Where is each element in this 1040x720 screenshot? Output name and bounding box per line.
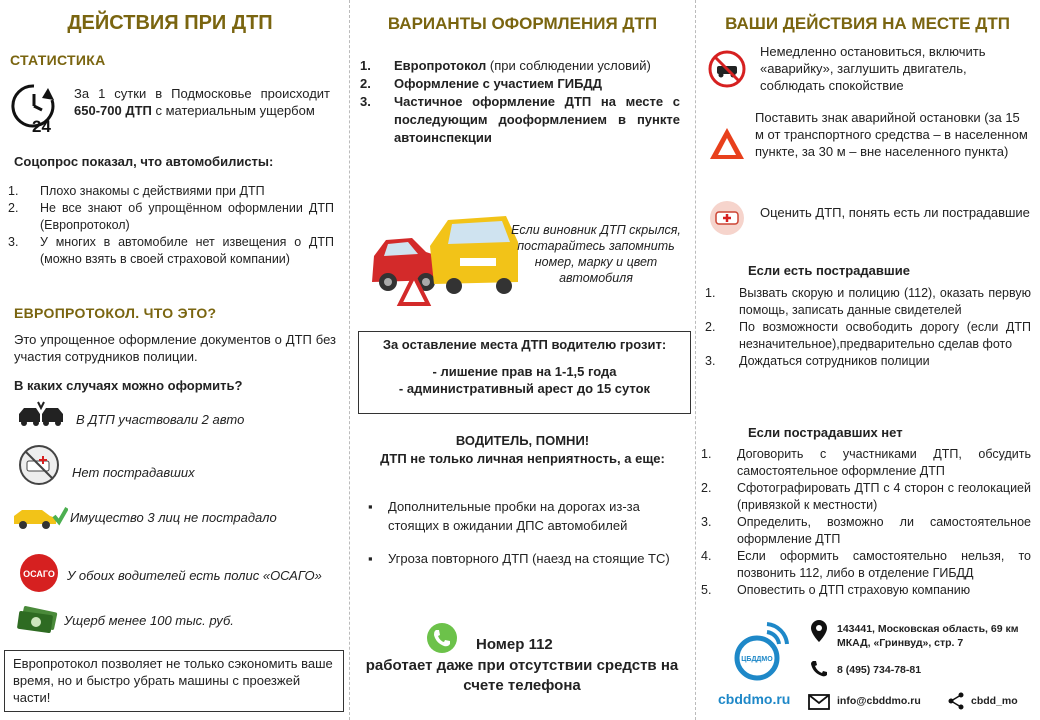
stats-heading: СТАТИСТИКА xyxy=(10,52,106,68)
injured-list xyxy=(705,285,1031,370)
penalty-box xyxy=(358,331,691,414)
penalty-item: - административный арест до 15 суток xyxy=(398,381,651,396)
remember-subtitle: ДТП не только личная неприятность, а еще: xyxy=(380,451,665,466)
social-link[interactable]: cbdd_mo xyxy=(971,695,1018,707)
on-site-title: ВАШИ ДЕЙСТВИЯ НА МЕСТЕ ДТП xyxy=(725,14,1010,33)
survey-heading: Соцопрос показал, что автомобилисты: xyxy=(14,154,274,169)
case-text: У обоих водителей есть полис «ОСАГО» xyxy=(67,568,322,583)
options-title: ВАРИАНТЫ ОФОРМЛЕНИЯ ДТП xyxy=(387,14,658,33)
list-item: ▪ Дополнительные пробки на дорогах из-за стоящих в ожидании ДПС автомобилей xyxy=(368,499,640,533)
list-item: 1. Вызвать скорую и полицию (112), оказать первую помощь, записать данные свидетелей xyxy=(705,286,1031,317)
mail-icon xyxy=(808,694,830,710)
list-item: 2. Не все знают об упрощённом оформлении ДТП (Европротокол) xyxy=(8,201,334,232)
case-text: Нет пострадавших xyxy=(72,465,195,480)
survey-list xyxy=(8,183,334,268)
list-item: 1. Договорить с участниками ДТП, обсудить самостоятельное оформление ДТП xyxy=(701,447,1031,478)
column-actions xyxy=(0,0,350,720)
emergency-number: Номер 112 xyxy=(476,636,553,653)
case-text: Ущерб менее 100 тыс. руб. xyxy=(64,613,234,628)
no-injured-heading: Если пострадавших нет xyxy=(748,425,903,440)
remember-title: ВОДИТЕЛЬ, ПОМНИ! xyxy=(455,433,590,448)
osago-badge-icon xyxy=(19,553,59,593)
stats-text xyxy=(74,85,330,119)
step-text: Поставить знак аварийной остановки (за 15 м от транспортного средства – в населенном пункте, за 30 м – вне населенного пункта) xyxy=(755,110,1028,159)
address-text: 143441, Московская область, 69 км МКАД, «Гринвуд», стр. 7 xyxy=(837,623,1019,649)
list-item: 3. У многих в автомобиле нет извещения о ДТП (можно взять в своей страховой компании) xyxy=(8,235,334,266)
svg-text:24: 24 xyxy=(32,117,51,136)
share-icon xyxy=(947,692,965,710)
options-list xyxy=(360,57,680,147)
cases-heading: В каких случаях можно оформить? xyxy=(14,378,243,393)
step-text: Оценить ДТП, понять есть ли пострадавшие xyxy=(760,205,1030,220)
phone-number[interactable]: 8 (495) 734-78-81 xyxy=(837,664,922,676)
emergency-note: работает даже при отсутствии средств на счете телефона xyxy=(365,657,679,694)
list-item: 5. Оповестить о ДТП страховую компанию xyxy=(701,583,971,597)
clock-24-icon xyxy=(8,80,60,136)
list-item: 1. Европротокол (при соблюдении условий) xyxy=(360,58,651,73)
penalty-title: За оставление места ДТП водителю грозит: xyxy=(382,337,667,352)
svg-text:ОСАГО: ОСАГО xyxy=(23,569,55,579)
list-item: 3. Частичное оформление ДТП на месте с последующим дооформлением в пункте автоинспекции xyxy=(360,94,680,145)
case-text: Имущество 3 лиц не пострадало xyxy=(70,510,277,525)
stats-text-post: с материальным ущербом xyxy=(151,103,315,118)
stats-number: 650-700 ДТП xyxy=(74,103,152,118)
cbddmo-logo xyxy=(727,616,793,682)
list-item: 3. Определить, возможно ли самостоятельное оформление ДТП xyxy=(701,515,1031,546)
car-accident-illustration xyxy=(364,212,520,308)
phone-icon xyxy=(426,622,458,654)
no-injured-list xyxy=(701,446,1031,599)
site-link[interactable]: cbddmo.ru xyxy=(718,691,791,707)
car-check-icon xyxy=(12,502,68,530)
case-text: В ДТП участвовали 2 авто xyxy=(76,412,245,427)
hit-and-run-note: Если виновник ДТП скрылся, постарайтесь запомнить номер, марку и цвет автомобиля xyxy=(511,223,681,285)
warning-triangle-icon xyxy=(708,126,746,162)
column-on-site xyxy=(695,0,1040,720)
svg-text:ЦБДДМО: ЦБДДМО xyxy=(741,656,773,663)
stop-car-icon xyxy=(708,50,746,88)
europrotocol-text: Это упрощенное оформление документов о ДТП без участия сотрудников полиции. xyxy=(14,332,336,364)
list-item: 1. Плохо знакомы с действиями при ДТП xyxy=(8,184,265,198)
stats-text-pre: За 1 сутки в Подмосковье происходит xyxy=(74,86,330,101)
money-icon xyxy=(16,605,62,633)
column-options xyxy=(350,0,695,720)
remember-list xyxy=(362,497,687,568)
europrotocol-heading: ЕВРОПРОТОКОЛ. ЧТО ЭТО? xyxy=(14,305,217,321)
list-item: 3. Дождаться сотрудников полиции xyxy=(705,354,930,368)
no-injured-icon xyxy=(17,443,61,487)
list-item: 2. По возможности освободить дорогу (если ДТП незначительное),предварительно сделав фото xyxy=(705,320,1031,351)
step-text: Немедленно остановиться, включить «аварийку», заглушить двигатель, соблюдать спокойствие xyxy=(760,44,986,93)
ambulance-icon xyxy=(708,200,746,236)
injured-heading: Если есть пострадавшие xyxy=(748,263,910,278)
penalty-item: - лишение прав на 1-1,5 года xyxy=(432,364,617,379)
email-link[interactable]: info@cbddmo.ru xyxy=(837,695,921,707)
phone-icon xyxy=(810,660,828,678)
page-title: ДЕЙСТВИЯ ПРИ ДТП xyxy=(67,12,273,34)
list-item: ▪ Угроза повторного ДТП (наезд на стоящие ТС) xyxy=(368,551,670,566)
location-pin-icon xyxy=(810,619,828,643)
list-item: 2. Сфотографировать ДТП с 4 сторон с геолокацией (привязкой к местности) xyxy=(701,481,1031,512)
list-item: 2. Оформление с участием ГИБДД xyxy=(360,76,602,91)
list-item: 4. Если оформить самостоятельно нельзя, то позвонить 112, либо в отделение ГИБДД xyxy=(701,549,1031,580)
europrotocol-note-box: Европротокол позволяет не только сэкономить ваше время, но и быстро убрать машины с проезжей части! xyxy=(4,650,344,712)
car-crash-icon xyxy=(16,400,66,428)
